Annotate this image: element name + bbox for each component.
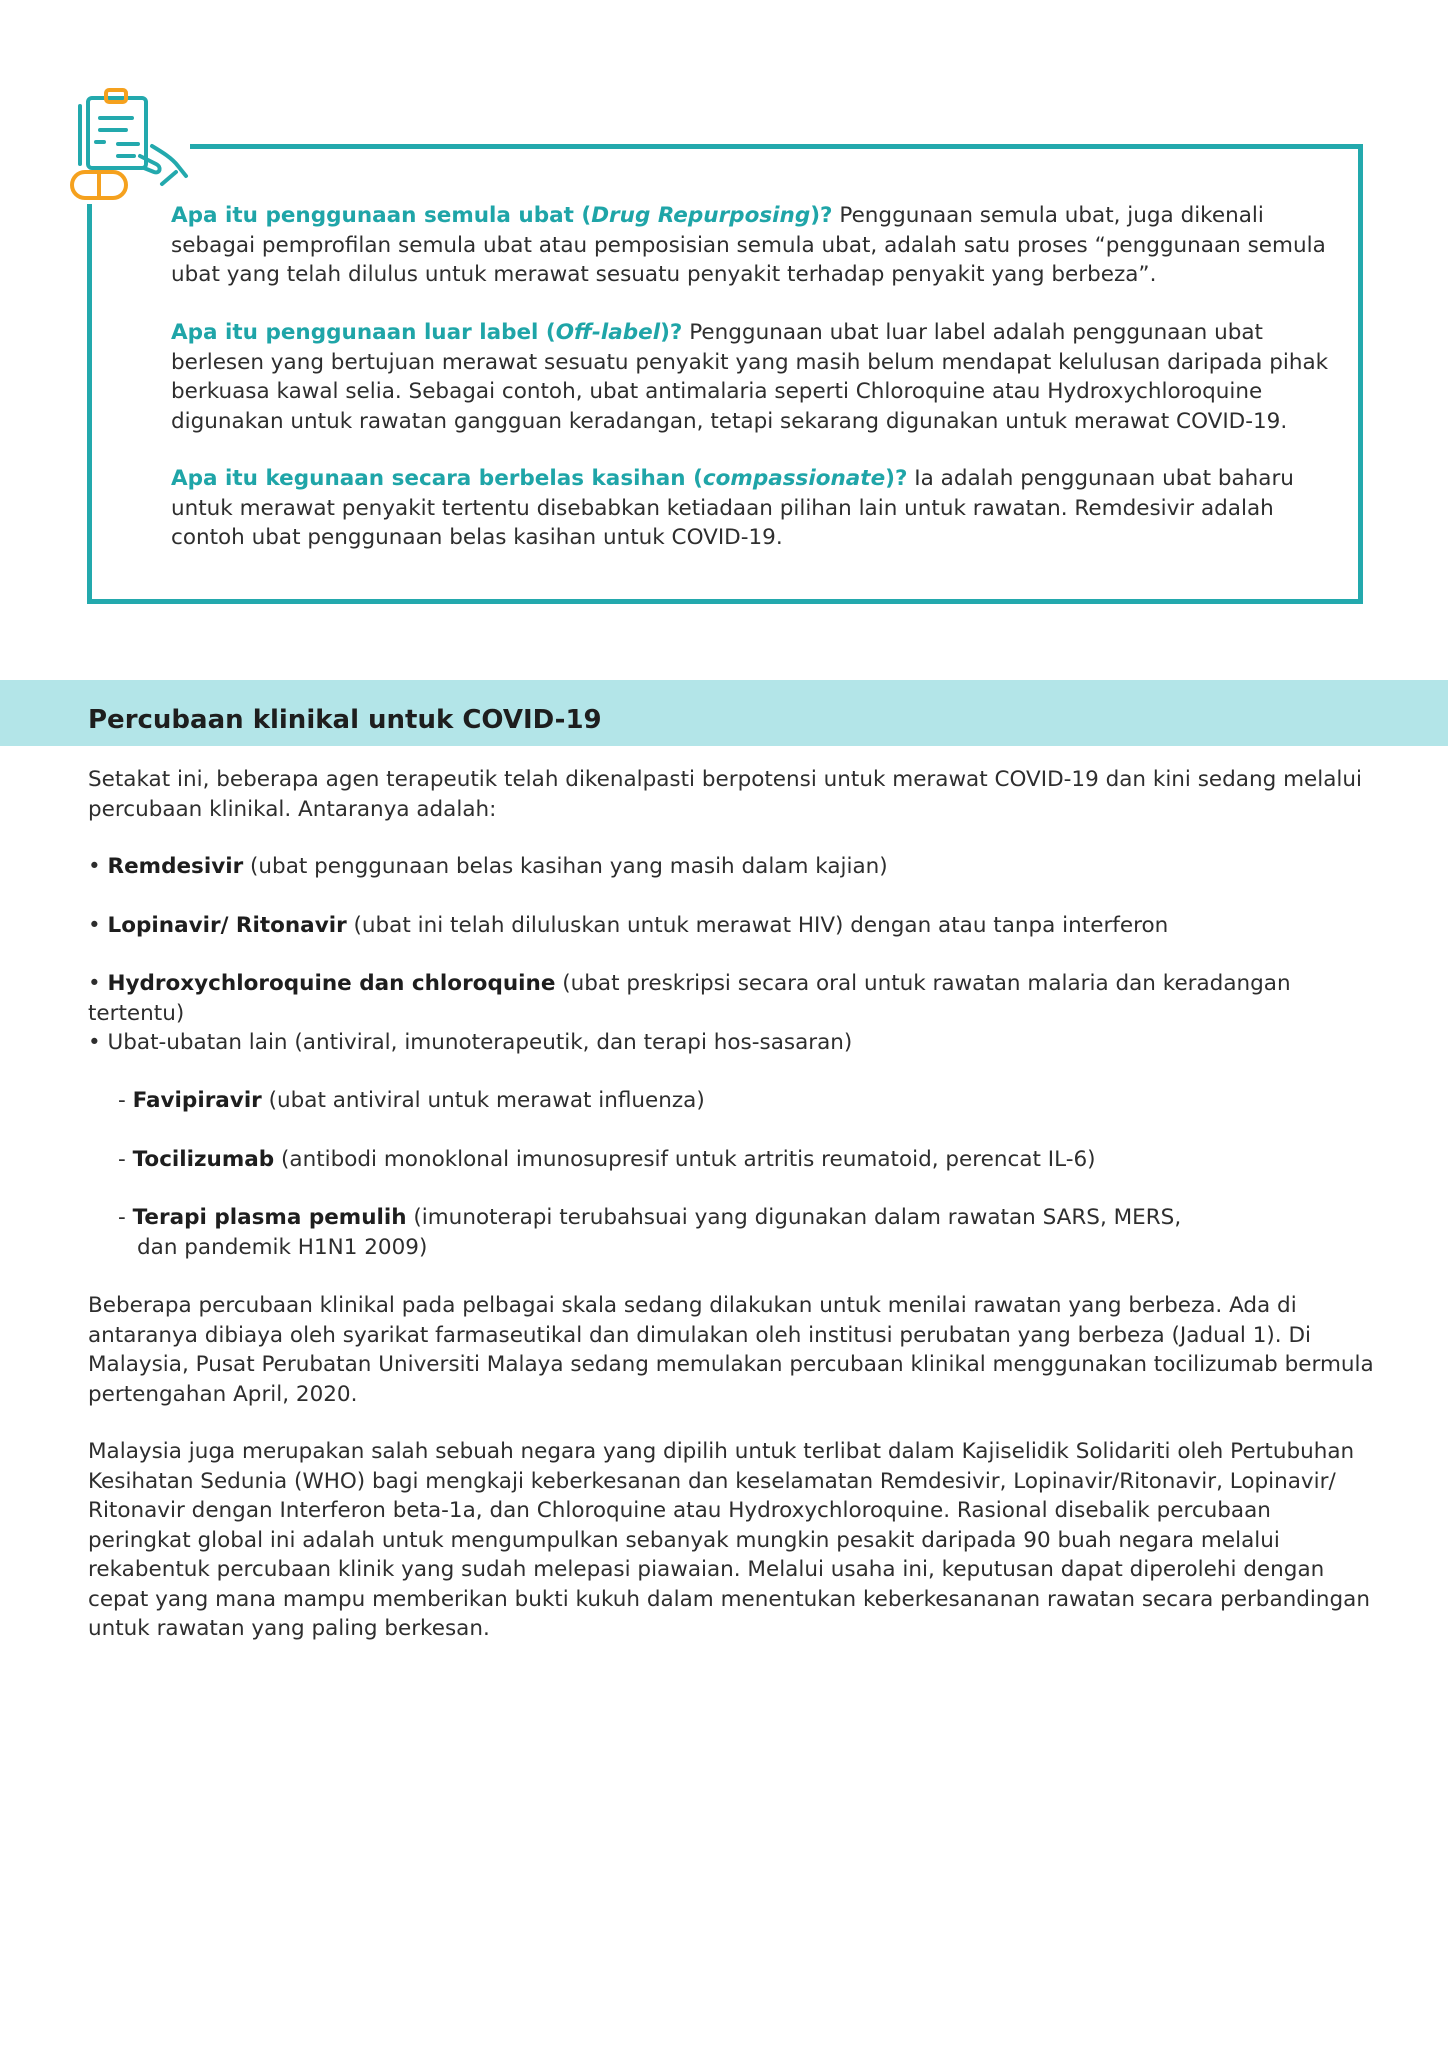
bullet-lopinavir: • Lopinavir/ Ritonavir (ubat ini telah diluluskan untuk merawat HIV) dengan atau tanpa interferon bbox=[88, 913, 1169, 938]
sub-item-plasma: - Terapi plasma pemulih (imunoterapi terubahsuai yang digunakan dalam rawatan SARS, MERS, dan pandemik H1N1 2009) bbox=[118, 1203, 1378, 1262]
sub-item-favipiravir: - Favipiravir (ubat antiviral untuk merawat influenza) bbox=[118, 1088, 705, 1113]
bullet-other-drugs: • Ubat-ubatan lain (antiviral, imunoterapeutik, dan terapi hos-sasaran) bbox=[88, 1030, 853, 1055]
definition-compassionate bbox=[171, 464, 1341, 553]
sub-item-continuation: dan pandemik H1N1 2009) bbox=[137, 1234, 428, 1260]
definition-drug-repurposing bbox=[171, 201, 1341, 290]
question-label: Apa itu penggunaan luar label (Off-label)? bbox=[171, 320, 683, 345]
answer-text: Penggunaan ubat luar label adalah penggunaan ubat berlesen yang bertujuan merawat sesuatu penyakit yang masih belum mendapat kelulusan daripada pihak berkuasa kawal selia. Sebagai contoh, ubat antimalaria seperti Chloroquine atau Hydroxychloroquine digunakan untuk rawatan gangguan keradangan, tetapi sekarang digunakan untuk merawat COVID-19. bbox=[171, 320, 1329, 434]
question-label: Apa itu penggunaan semula ubat (Drug Repurposing)? bbox=[171, 203, 833, 228]
clipboard-pill-icon bbox=[70, 86, 196, 204]
section-header-band bbox=[0, 680, 1448, 746]
section-intro: Setakat ini, beberapa agen terapeutik telah dikenalpasti berpotensi untuk merawat COVID-19 dan kini sedang melalui percubaan klinikal. Antaranya adalah: bbox=[88, 767, 1362, 822]
answer-text: Penggunaan semula ubat, juga dikenali sebagai pemprofilan semula ubat atau pemposisian semula ubat, adalah satu proses “penggunaan semula ubat yang telah dilulus untuk merawat sesuatu penyakit terhadap penyakit yang berbeza”. bbox=[171, 203, 1326, 287]
question-label: Apa itu kegunaan secara berbelas kasihan (compassionate)? bbox=[171, 466, 908, 491]
answer-text: Ia adalah penggunaan ubat baharu untuk merawat penyakit tertentu disebabkan ketiadaan pilihan lain untuk rawatan. Remdesivir adalah contoh ubat penggunaan belas kasihan untuk COVID-19. bbox=[171, 466, 1294, 550]
bullet-remdesivir: • Remdesivir (ubat penggunaan belas kasihan yang masih dalam kajian) bbox=[88, 854, 888, 879]
definition-off-label bbox=[171, 318, 1341, 436]
paragraph-solidarity: Malaysia juga merupakan salah sebuah negara yang dipilih untuk terlibat dalam Kajiselidik Solidariti oleh Pertubuhan Kesihatan Sedunia (WHO) bagi mengkaji keberkesanan dan keselamatan Remdesivir, Lopinavir/Ritonavir, Lopinavir/ Ritonavir dengan Interferon beta-1a, dan Chloroquine atau Hydroxychloroquine. Rasional disebalik percubaan peringkat global ini adalah untuk mengumpulkan sebanyak mungkin pesakit daripada 90 buah negara melalui rekabentuk percubaan klinik yang sudah melepasi piawaian. Melalui usaha ini, keputusan dapat diperolehi dengan cepat yang mana mampu memberikan bukti kukuh dalam menentukan keberkesananan rawatan secara perbandingan untuk rawatan yang paling berkesan. bbox=[88, 1439, 1370, 1641]
section-title: Percubaan klinikal untuk COVID-19 bbox=[88, 705, 602, 735]
paragraph-trials: Beberapa percubaan klinikal pada pelbagai skala sedang dilakukan untuk menilai rawatan yang berbeza. Ada di antaranya dibiaya oleh syarikat farmaseutikal dan dimulakan oleh institusi perubatan yang berbeza (Jadual 1). Di Malaysia, Pusat Perubatan Universiti Malaya sedang memulakan percubaan klinikal menggunakan tocilizumab bermula pertengahan April, 2020. bbox=[88, 1293, 1374, 1407]
bullet-hydroxychloroquine: • Hydroxychloroquine dan chloroquine (ubat preskripsi secara oral untuk rawatan malaria dan keradangan tertentu) bbox=[88, 971, 1291, 1026]
sub-item-tocilizumab: - Tocilizumab (antibodi monoklonal imunosupresif untuk artritis reumatoid, perencat IL-6) bbox=[118, 1147, 1096, 1172]
